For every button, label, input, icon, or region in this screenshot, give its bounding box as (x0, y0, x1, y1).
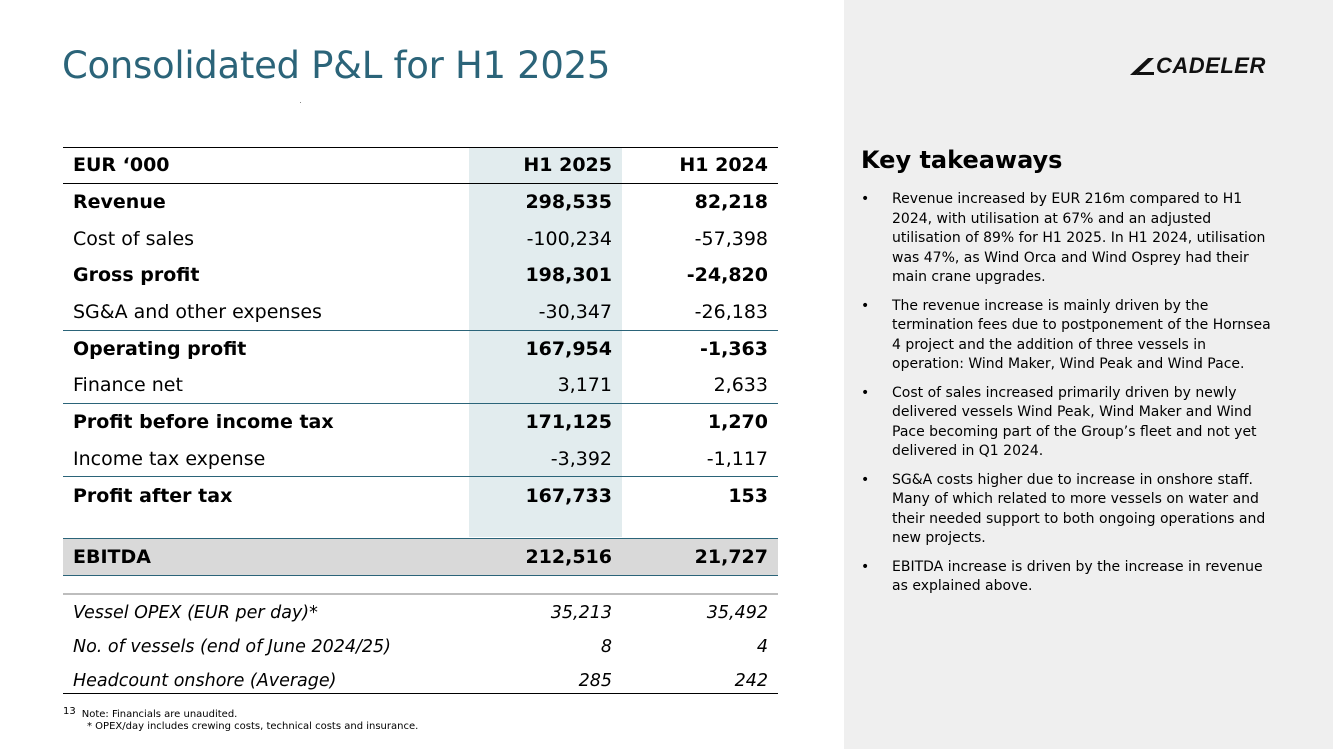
footnote-line-2: * OPEX/day includes crewing costs, technical costs and insurance. (87, 721, 419, 732)
list-item (861, 558, 1271, 597)
footnote (63, 706, 419, 733)
row-value-h1-2024: -1,117 (706, 447, 768, 470)
header-h1-2024: H1 2024 (679, 154, 768, 177)
row-value-h1-2024: 2,633 (713, 374, 768, 397)
row-value-h1-2025: 171,125 (525, 411, 612, 434)
row-value-h1-2024: -24,820 (686, 264, 768, 287)
row-value-h1-2025: 3,171 (557, 374, 612, 397)
row-value-h1-2025: 198,301 (525, 264, 612, 287)
row-label: Gross profit (73, 264, 200, 287)
page-title: Consolidated P&L for H1 2025 (62, 44, 611, 87)
bullet: • (861, 558, 870, 575)
cadeler-logo-text: CADELER (1156, 53, 1266, 78)
kpi-value-h1-2025: 8 (600, 637, 612, 657)
table-header-row (63, 147, 778, 184)
cadeler-logo-mark-icon (1128, 55, 1156, 77)
table-row-ebitda (63, 539, 778, 575)
takeaway-text: The revenue increase is mainly driven by the termination fees due to postponement of the Hornsea 4 project and the addition of three vessels in operation: Wind Maker, Wind Peak and Wind Pace. (892, 297, 1271, 372)
ebitda-bottom-rule (63, 575, 778, 576)
kpi-value-h1-2024: 242 (734, 671, 768, 691)
takeaway-text: Revenue increased by EUR 216m compared to H1 2024, with utilisation at 67% and an adjusted utilisation of 89% for H1 2025. In H1 2024, utilisation was 47%, as Wind Orca and Wind Osprey had their main crane upgrades. (892, 191, 1266, 285)
takeaway-text: Cost of sales increased primarily driven by newly delivered vessels Wind Peak, Wind Maker and Wind Pace becoming part of the Group’s fleet and not yet delivered in Q1 2024. (892, 384, 1257, 459)
ebitda-h1-2024: 21,727 (694, 546, 768, 568)
footnote-line-1: Note: Financials are unaudited. (81, 709, 238, 720)
row-value-h1-2025: 167,733 (525, 484, 612, 507)
table-row-finance-net (63, 367, 778, 404)
bullet: • (861, 191, 870, 207)
list-item (861, 190, 1271, 288)
row-value-h1-2024: -26,183 (694, 301, 768, 324)
row-value-h1-2025: -3,392 (550, 447, 612, 470)
kpi-label: Vessel OPEX (EUR per day)* (73, 603, 318, 623)
list-item (861, 297, 1271, 375)
table-row-gross-profit (63, 257, 778, 294)
table-row-revenue (63, 184, 778, 221)
row-label: Profit before income tax (73, 411, 334, 434)
list-item (861, 384, 1271, 462)
row-value-h1-2025: 298,535 (525, 191, 612, 214)
row-value-h1-2024: -1,363 (700, 337, 768, 360)
bullet: • (861, 297, 870, 314)
cadeler-logo (1128, 53, 1266, 79)
header-label: EUR ‘000 (73, 154, 170, 177)
bullet: • (861, 471, 870, 488)
takeaway-text: SG&A costs higher due to increase in onshore staff. Many of which related to more vessels on water and their needed support to both ongoing operations and new projects. (892, 471, 1266, 546)
row-label: Revenue (73, 191, 166, 214)
kpi-value-h1-2025: 285 (578, 671, 612, 691)
page-number: 13 (63, 706, 76, 717)
kpi-value-h1-2024: 4 (756, 637, 768, 657)
table-row-profit-after-tax (63, 477, 778, 514)
kpi-label: No. of vessels (end of June 2024/25) (73, 637, 392, 657)
row-value-h1-2024: -57,398 (694, 227, 768, 250)
row-label: SG&A and other expenses (73, 301, 322, 324)
row-value-h1-2025: 167,954 (525, 337, 612, 360)
table-row-income-tax (63, 441, 778, 478)
key-takeaways-title: Key takeaways (861, 146, 1063, 174)
row-value-h1-2025: -30,347 (538, 301, 612, 324)
table-row-cost-of-sales (63, 220, 778, 257)
row-label: Profit after tax (73, 484, 233, 507)
list-item (861, 471, 1271, 549)
row-label: Income tax expense (73, 447, 266, 470)
table-row-operating-profit (63, 330, 778, 367)
row-label: Operating profit (73, 337, 247, 360)
kpi-row-vessels (63, 630, 778, 664)
kpi-label: Headcount onshore (Average) (73, 671, 337, 691)
row-value-h1-2024: 153 (728, 484, 768, 507)
key-takeaways-list (861, 190, 1271, 606)
kpi-value-h1-2024: 35,492 (706, 603, 768, 623)
row-value-h1-2024: 1,270 (707, 411, 768, 434)
takeaway-text: EBITDA increase is driven by the increase in revenue as explained above. (892, 558, 1263, 594)
row-value-h1-2024: 82,218 (694, 191, 768, 214)
ebitda-label: EBITDA (73, 546, 151, 568)
row-label: Finance net (73, 374, 183, 397)
table-row-sga (63, 294, 778, 331)
table-bottom-rule (63, 693, 778, 694)
bullet: • (861, 384, 870, 401)
row-value-h1-2025: -100,234 (526, 227, 612, 250)
pl-table (63, 147, 778, 514)
table-row-profit-before-tax (63, 404, 778, 441)
header-h1-2025: H1 2025 (523, 154, 612, 177)
kpi-top-rule (63, 593, 778, 595)
ebitda-h1-2025: 212,516 (525, 546, 612, 568)
kpi-row-vessel-opex (63, 596, 778, 630)
kpi-value-h1-2025: 35,213 (550, 603, 612, 623)
title-underline-dot (300, 102, 301, 103)
row-label: Cost of sales (73, 227, 195, 250)
